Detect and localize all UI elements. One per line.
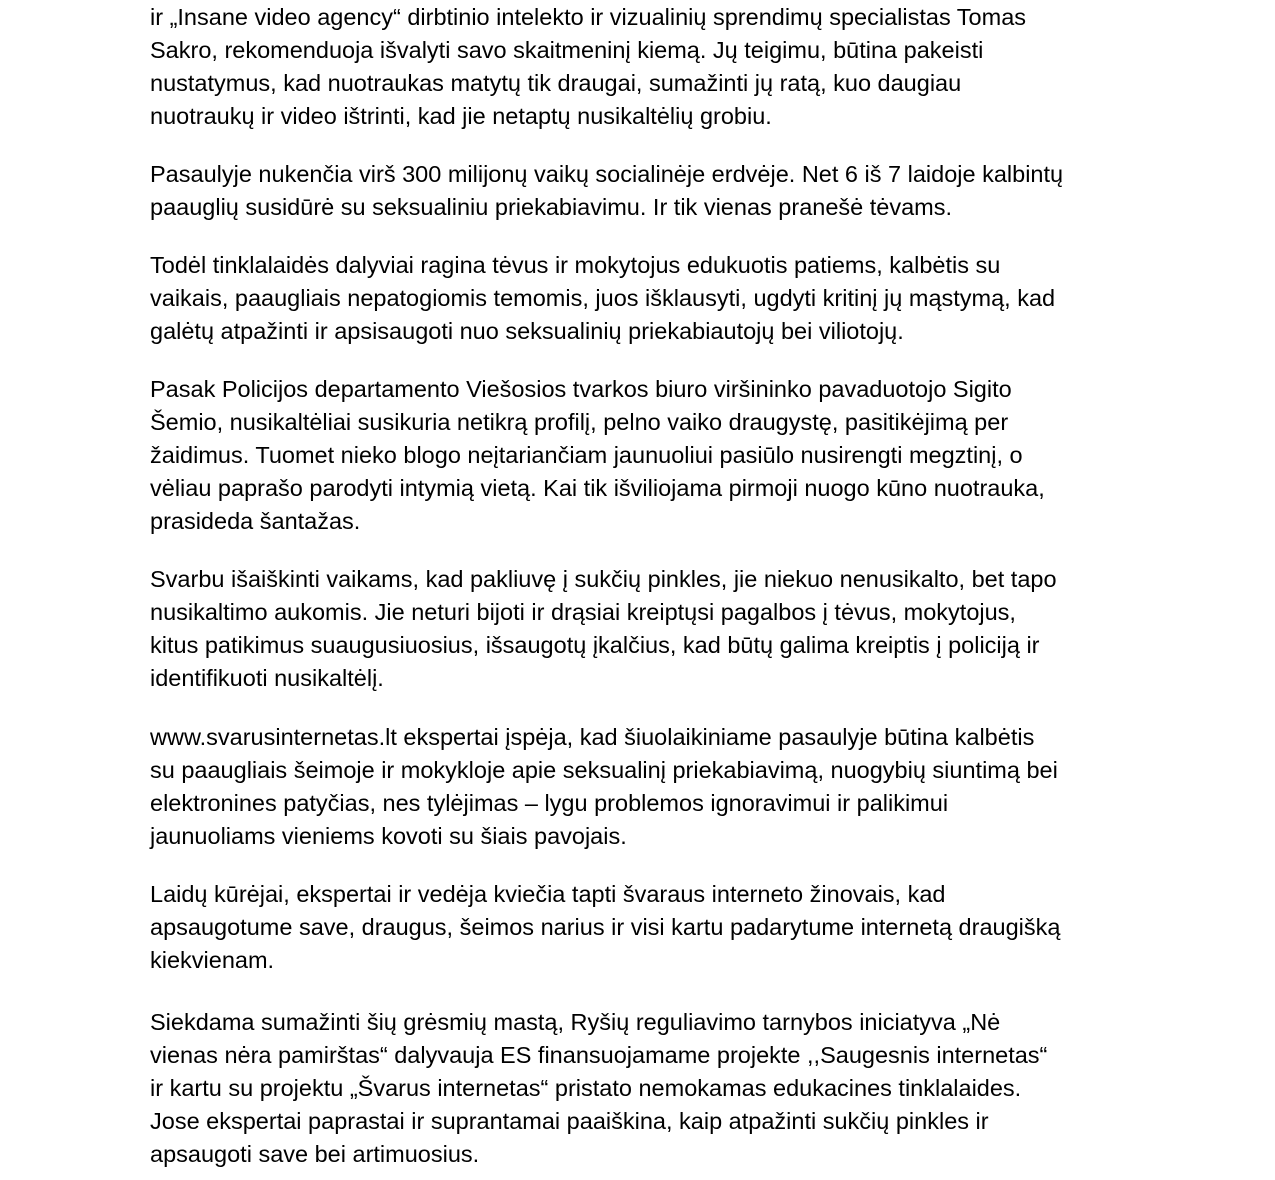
text-line: Jose ekspertai paprastai ir suprantamai paaiškina, kaip atpažinti sukčių pinkles ir [150, 1108, 989, 1134]
text-line: Siekdama sumažinti šių grėsmių mastą, Ryšių reguliavimo tarnybos iniciatyva „Nė [150, 1009, 1001, 1035]
text-line: kiekvienam. [150, 947, 275, 973]
text-line: identifikuoti nusikaltėlį. [150, 665, 384, 691]
paragraph-2 [150, 158, 1063, 224]
text-line: kitus patikimus suaugusiuosius, išsaugotų įkalčius, kad būtų galima kreiptis į policiją ir [150, 632, 1040, 658]
text-line: Šemio, nusikaltėliai susikuria netikrą profilį, pelno vaiko draugystę, pasitikėjimą per [150, 409, 1009, 435]
paragraph-5 [150, 563, 1057, 695]
text-line: ir kartu su projektu „Švarus internetas“ pristato nemokamas edukacines tinklalaides. [150, 1075, 1022, 1101]
text-line: Pasak Policijos departamento Viešosios tvarkos biuro viršininko pavaduotojo Sigito [150, 376, 1012, 402]
text-line: apsaugotume save, draugus, šeimos narius ir visi kartu padarytume internetą draugišką [150, 914, 1061, 940]
text-line: Todėl tinklalaidės dalyviai ragina tėvus ir mokytojus edukuotis patiems, kalbėtis su [150, 252, 1001, 278]
text-line: elektronines patyčias, nes tylėjimas – lygu problemos ignoravimui ir palikimui [150, 790, 949, 816]
text-line: vaikais, paaugliais nepatogiomis temomis, juos išklausyti, ugdyti kritinį jų mąstymą, kad [150, 285, 1056, 311]
text-line: žaidimus. Tuomet nieko blogo neįtariančiam jaunuoliui pasiūlo nusirengti megztinį, o [150, 442, 1023, 468]
text-line: apsaugoti save bei artimuosius. [150, 1141, 480, 1167]
text-line: Pasaulyje nukenčia virš 300 milijonų vaikų socialinėje erdvėje. Net 6 iš 7 laidoje kalbintų [150, 161, 1064, 187]
text-line: Svarbu išaiškinti vaikams, kad pakliuvę į sukčių pinkles, jie niekuo nenusikalto, bet tapo [150, 566, 1057, 592]
text-line: Laidų kūrėjai, ekspertai ir vedėja kviečia tapti švaraus interneto žinovais, kad [150, 881, 946, 907]
text-line: nusikaltimo aukomis. Jie neturi bijoti ir drąsiai kreiptųsi pagalbos į tėvus, mokytojus, [150, 599, 1016, 625]
text-line: www.svarusinternetas.lt ekspertai įspėja, kad šiuolaikiniame pasaulyje būtina kalbėtis [150, 724, 1035, 750]
text-line: nuotraukų ir video ištrinti, kad jie netaptų nusikaltėlių grobiu. [150, 103, 772, 129]
text-line: vėliau paprašo parodyti intymią vietą. Kai tik išviliojama pirmoji nuogo kūno nuotrauka, [150, 475, 1045, 501]
text-line: paauglių susidūrė su seksualiniu priekabiavimu. Ir tik vienas pranešė tėvams. [150, 194, 953, 220]
text-line: vienas nėra pamirštas“ dalyvauja ES finansuojamame projekte ,,Saugesnis internetas“ [150, 1042, 1048, 1068]
paragraph-7 [150, 878, 1060, 977]
text-line: galėtų atpažinti ir apsisaugoti nuo seksualinių priekabiautojų bei viliotojų. [150, 318, 904, 344]
text-line: ir „Insane video agency“ dirbtinio intelekto ir vizualinių sprendimų specialistas Tomas [150, 4, 1027, 30]
paragraph-4 [150, 373, 1045, 538]
text-line: Sakro, rekomenduoja išvalyti savo skaitmeninį kiemą. Jų teigimu, būtina pakeisti [150, 37, 984, 63]
text-line: su paaugliais šeimoje ir mokykloje apie seksualinį priekabiavimą, nuogybių siuntimą bei [150, 757, 1058, 783]
text-line: prasideda šantažas. [150, 508, 361, 534]
paragraph-1 [150, 1, 1026, 133]
text-line: jaunuoliams vieniems kovoti su šiais pavojais. [150, 823, 627, 849]
paragraph-3 [150, 249, 1055, 348]
paragraph-6 [150, 721, 1058, 853]
text-line: nustatymus, kad nuotraukas matytų tik draugai, sumažinti jų ratą, kuo daugiau [150, 70, 962, 96]
paragraph-8 [150, 1006, 1047, 1171]
